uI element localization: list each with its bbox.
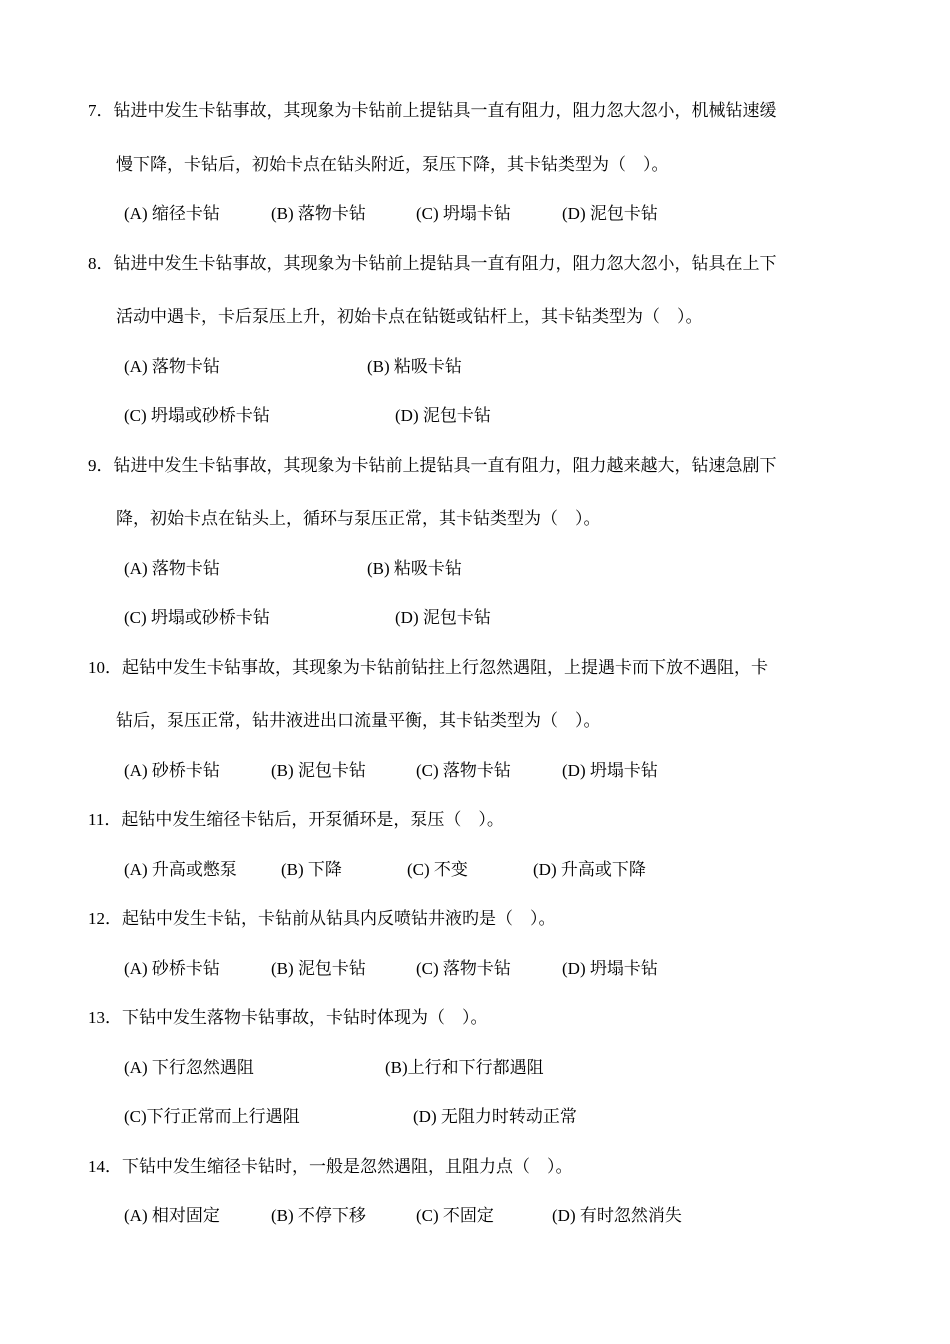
question-8-option-d: (D) 泥包卡钻 xyxy=(395,406,491,425)
question-12-option-c: (C) 落物卡钻 xyxy=(416,959,511,978)
question-11-option-c: (C) 不变 xyxy=(407,860,468,879)
question-10-option-a: (A) 砂桥卡钻 xyxy=(124,761,220,780)
question-8-option-a: (A) 落物卡钻 xyxy=(124,357,220,376)
question-12-option-d: (D) 坍塌卡钻 xyxy=(562,959,658,978)
question-13-option-d: (D) 无阻力时转动正常 xyxy=(413,1107,577,1126)
question-9-option-d: (D) 泥包卡钻 xyxy=(395,608,491,627)
question-9-line-1: 9．钻进中发生卡钻事故，其现象为卡钻前上提钻具一直有阻力，阻力越来越大，钻速急剧下 xyxy=(88,456,777,475)
question-8-option-b: (B) 粘吸卡钻 xyxy=(367,357,462,376)
question-13-option-c: (C)下行正常而上行遇阻 xyxy=(124,1107,300,1126)
question-11-option-d: (D) 升高或下降 xyxy=(533,860,646,879)
question-7-option-a: (A) 缩径卡钻 xyxy=(124,204,220,223)
question-11-option-b: (B) 下降 xyxy=(281,860,342,879)
question-14-line-1: 14．下钻中发生缩径卡钻时，一般是忽然遇阻，且阻力点（ ）。 xyxy=(88,1157,573,1176)
question-8-line-2: 活动中遇卡，卡后泵压上升，初始卡点在钻铤或钻杆上，其卡钻类型为（ ）。 xyxy=(116,307,703,326)
question-12-option-a: (A) 砂桥卡钻 xyxy=(124,959,220,978)
question-13-line-1: 13．下钻中发生落物卡钻事故，卡钻时体现为（ ）。 xyxy=(88,1008,488,1027)
question-12-line-1: 12．起钻中发生卡钻，卡钻前从钻具内反喷钻井液旳是（ ）。 xyxy=(88,909,556,928)
question-10-line-1: 10．起钻中发生卡钻事故，其现象为卡钻前钻拄上行忽然遇阻，上提遇卡而下放不遇阻，卡 xyxy=(88,658,768,677)
question-8-line-1: 8．钻进中发生卡钻事故，其现象为卡钻前上提钻具一直有阻力，阻力忽大忽小，钻具在上下 xyxy=(88,254,777,273)
question-11-option-a: (A) 升高或憋泵 xyxy=(124,860,237,879)
question-14-option-a: (A) 相对固定 xyxy=(124,1206,220,1225)
question-10-line-2: 钻后，泵压正常，钻井液进出口流量平衡，其卡钻类型为（ ）。 xyxy=(116,711,601,730)
question-14-option-c: (C) 不固定 xyxy=(416,1206,494,1225)
question-9-option-c: (C) 坍塌或砂桥卡钻 xyxy=(124,608,270,627)
question-7-option-d: (D) 泥包卡钻 xyxy=(562,204,658,223)
question-9-line-2: 降，初始卡点在钻头上，循环与泵压正常，其卡钻类型为（ ）。 xyxy=(116,509,601,528)
question-7-option-b: (B) 落物卡钻 xyxy=(271,204,366,223)
question-11-line-1: 11．起钻中发生缩径卡钻后，开泵循环是，泵压（ ）。 xyxy=(88,810,504,829)
question-7-line-2: 慢下降，卡钻后，初始卡点在钻头附近，泵压下降，其卡钻类型为（ ）。 xyxy=(116,155,669,174)
question-13-option-b: (B)上行和下行都遇阻 xyxy=(385,1058,544,1077)
question-8-option-c: (C) 坍塌或砂桥卡钻 xyxy=(124,406,270,425)
question-14-option-d: (D) 有时忽然消失 xyxy=(552,1206,682,1225)
question-10-option-d: (D) 坍塌卡钻 xyxy=(562,761,658,780)
question-13-option-a: (A) 下行忽然遇阻 xyxy=(124,1058,254,1077)
question-14-option-b: (B) 不停下移 xyxy=(271,1206,366,1225)
question-10-option-b: (B) 泥包卡钻 xyxy=(271,761,366,780)
question-12-option-b: (B) 泥包卡钻 xyxy=(271,959,366,978)
question-10-option-c: (C) 落物卡钻 xyxy=(416,761,511,780)
question-7-line-1: 7．钻进中发生卡钻事故，其现象为卡钻前上提钻具一直有阻力，阻力忽大忽小，机械钻速缓 xyxy=(88,101,777,120)
question-7-option-c: (C) 坍塌卡钻 xyxy=(416,204,511,223)
question-9-option-a: (A) 落物卡钻 xyxy=(124,559,220,578)
question-9-option-b: (B) 粘吸卡钻 xyxy=(367,559,462,578)
